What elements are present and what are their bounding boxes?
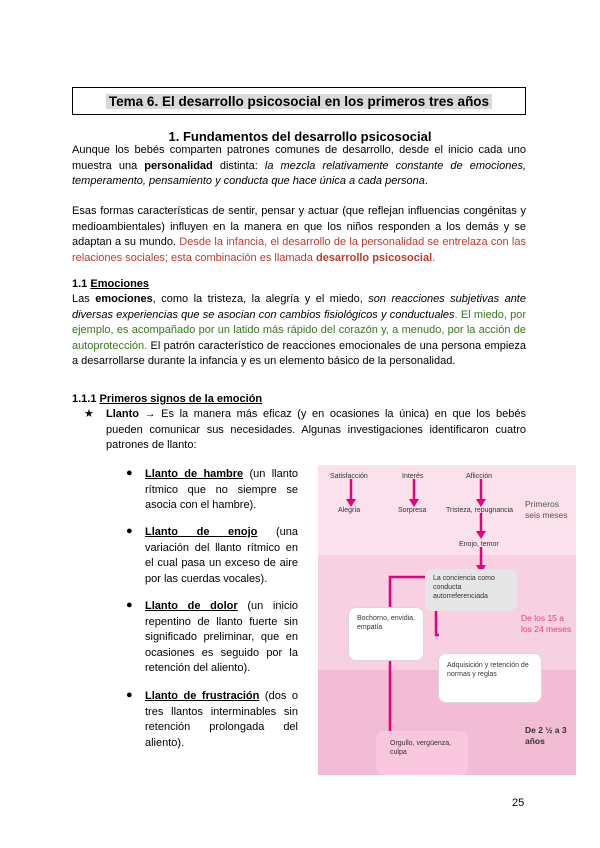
section-heading-1: 1. Fundamentos del desarrollo psicosocial [168,129,432,144]
emotions-development-diagram [318,465,576,775]
label-enojo-temor: Enojo, temor [459,541,499,548]
box-orgullo: Orgullo, vergüenza, culpa [376,731,468,775]
list-item: Llanto de hambre (un llanto rítmico que no siempre se asocia con el hambre). [145,468,298,511]
label-alegria: Alegría [338,507,361,514]
label-interes: Interés [402,473,424,480]
bullet-icon: ● [126,525,133,537]
bullet-icon: ● [126,599,133,611]
age-label-15-24-months: De los 15 a los 24 meses [521,613,572,634]
age-label-first-months: Primeros seis meses [525,499,568,520]
bullet-icon: ● [126,467,133,479]
paragraph-desarrollo-psicosocial: Esas formas características de sentir, pensar y actuar (que reflejan influencias congénitas y medioambientales) influyen en la manera en que los niños responden a los demás y se adaptan a su mundo. Desde la infancia, el desarrollo de la personalidad se entrelaza con las relaciones sociales; esta combinación es llamada desarrollo psicosocial. [72,205,526,264]
label-satisfaccion: Satisfacción [330,473,368,480]
box-conciencia: La conciencia como conducta autorreferenciada [425,569,517,611]
list-item: Llanto de enojo (una variación del llanto rítmico en el cual pasa un exceso de aire por las cuerdas vocales). [145,526,298,585]
arrowhead [476,531,486,539]
star-icon: ★ [84,408,94,420]
paragraph-emociones: Las emociones, como la tristeza, la alegría y el miedo, son reacciones subjetivas ante diversas experiencias que se asocian con cambios fisiológicos y conductuales. El miedo, por ejemplo, es acompañado por un latido más rápido del corazón y, a menudo, por la acción de autoprotección. El patrón característico de reacciones emocionales de una persona empieza a desarrollarse durante la infancia y es un elemento básico de la personalidad. [72,293,527,367]
section-heading-emociones: 1.1 Emociones [72,278,150,290]
bullet-icon: ● [126,689,133,701]
page-number: 25 [512,797,525,809]
title-box [72,87,526,115]
paragraph-personalidad: Aunque los bebés comparten patrones comunes de desarrollo, desde el inicio cada uno muestra una personalidad distinta: la mezcla relativamente constante de emociones, temperamento, pensamiento y conducta que hace única a cada persona. [72,144,526,187]
llanto-item: ★ Llanto → Es la manera más eficaz (y en ocasiones la única) en que los bebés pueden comunicar sus necesidades. Algunas investigaciones identificaron cuatro patrones de llanto: [84,408,526,451]
section-heading-primeros-signos: 1.1.1 Primeros signos de la emoción [72,393,263,405]
label-afliccion: Aflicción [466,473,493,480]
box-adquisicion: Adquisición y retención de normas y reglas [438,653,542,703]
label-tristeza: Tristeza, repugnancia [446,507,514,514]
list-item: Llanto de frustración (dos o tres llantos interminables sin retención prolongada del aliento). [145,690,298,749]
age-label-2-3-years: De 2 ½ a 3 años [525,725,567,746]
label-sorpresa: Sorpresa [398,507,427,514]
box-bochorno: Bochorno, envidia, empatía [348,607,424,661]
list-item: Llanto de dolor (un inicio repentino de llanto fuerte sin significado preliminar, que en ocasiones es seguido por la retención del aliento). [145,600,298,674]
page-title: Tema 6. El desarrollo psicosocial en los primeros tres años [106,94,492,109]
